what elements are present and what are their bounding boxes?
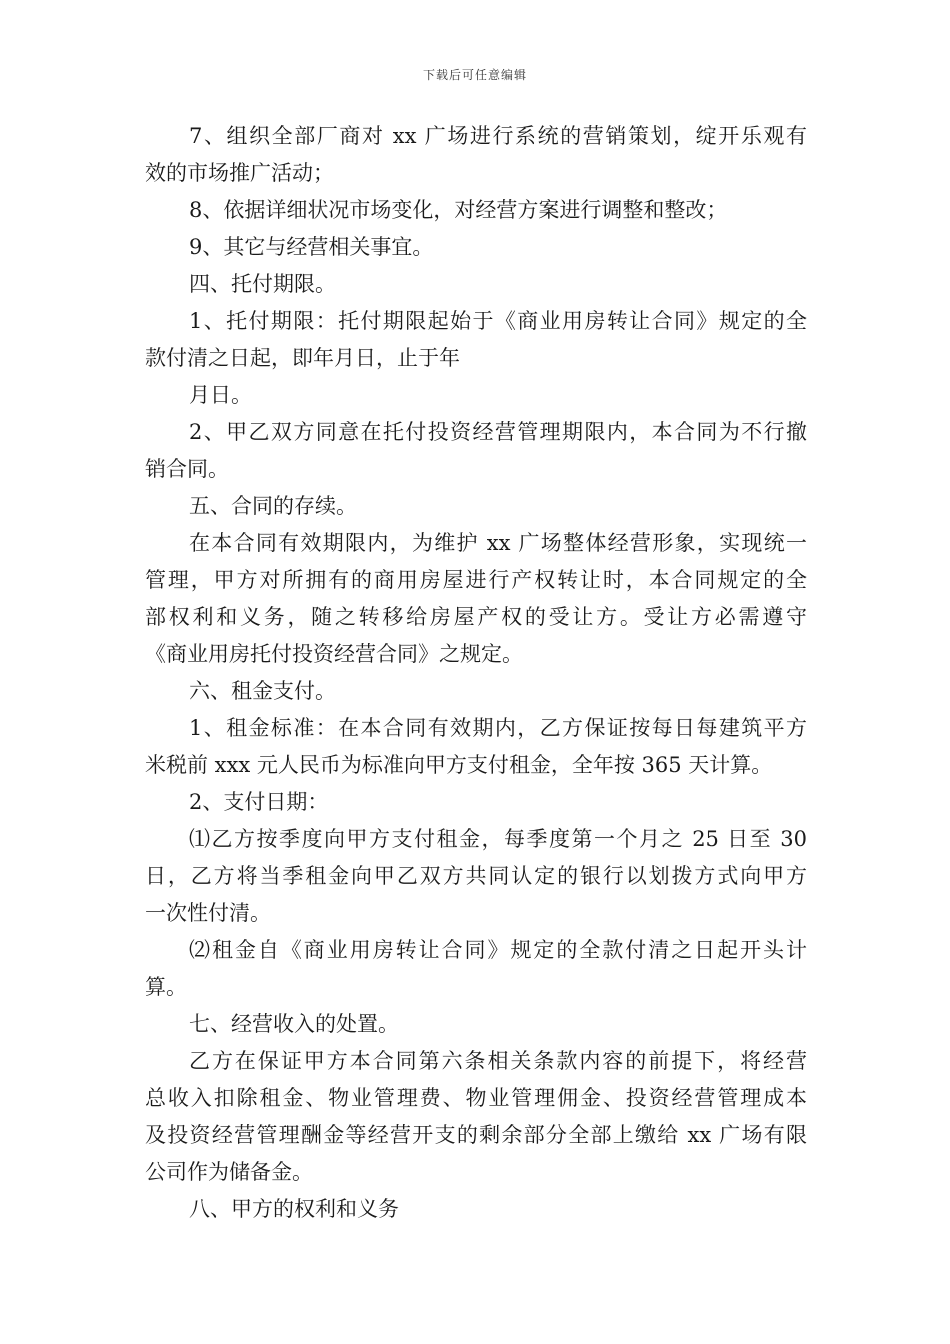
document-line: 六、租金支付。 (189, 679, 336, 703)
document-line: 七、经营收入的处置。 (189, 1012, 399, 1036)
document-line: ⑴乙方按季度向甲方支付租金，每季度第一个月之 25 日至 30 (189, 827, 807, 851)
document-line: 1、托付期限：托付期限起始于《商业用房转让合同》规定的全 (189, 309, 807, 333)
document-line: 月日。 (189, 383, 252, 407)
document-line: 《商业用房托付投资经营合同》之规定。 (145, 642, 523, 666)
document-line: 四、托付期限。 (189, 272, 336, 296)
document-line: 款付清之日起，即年月日，止于年 (145, 346, 460, 370)
document-line: 2、支付日期： (189, 790, 329, 814)
document-line: 日，乙方将当季租金向甲乙双方共同认定的银行以划拨方式向甲方 (145, 864, 807, 888)
document-line: 乙方在保证甲方本合同第六条相关条款内容的前提下，将经营 (189, 1049, 807, 1073)
document-line: 算。 (145, 975, 187, 999)
document-line: 2、甲乙双方同意在托付投资经营管理期限内，本合同为不行撤 (189, 420, 807, 444)
document-line: 效的市场推广活动； (145, 161, 334, 185)
document-line: 管理，甲方对所拥有的商用房屋进行产权转让时，本合同规定的全 (145, 568, 807, 592)
document-line: 米税前 xxx 元人民币为标准向甲方支付租金，全年按 365 天计算。 (145, 753, 773, 777)
document-body (145, 118, 807, 1228)
document-line: 五、合同的存续。 (189, 494, 357, 518)
document-line: 8、依据详细状况市场变化，对经营方案进行调整和整改； (189, 198, 728, 222)
document-line: 部权利和义务，随之转移给房屋产权的受让方。受让方必需遵守 (145, 605, 807, 629)
document-line: 7、组织全部厂商对 xx 广场进行系统的营销策划，绽开乐观有 (189, 124, 807, 148)
document-line: 一次性付清。 (145, 901, 271, 925)
document-line: 在本合同有效期限内，为维护 xx 广场整体经营形象，实现统一 (189, 531, 807, 555)
document-line: 1、租金标准：在本合同有效期内，乙方保证按每日每建筑平方 (189, 716, 807, 740)
document-line: 公司作为储备金。 (145, 1160, 313, 1184)
document-line: 八、甲方的权利和义务 (189, 1197, 399, 1221)
document-line: ⑵租金自《商业用房转让合同》规定的全款付清之日起开头计 (189, 938, 807, 962)
document-line: 9、其它与经营相关事宜。 (189, 235, 434, 259)
page-header-note: 下载后可任意编辑 (422, 68, 527, 82)
document-line: 总收入扣除租金、物业管理费、物业管理佣金、投资经营管理成本 (145, 1086, 807, 1110)
document-line: 及投资经营管理酬金等经营开支的剩余部分全部上缴给 xx 广场有限 (145, 1123, 807, 1147)
document-line: 销合同。 (145, 457, 229, 481)
